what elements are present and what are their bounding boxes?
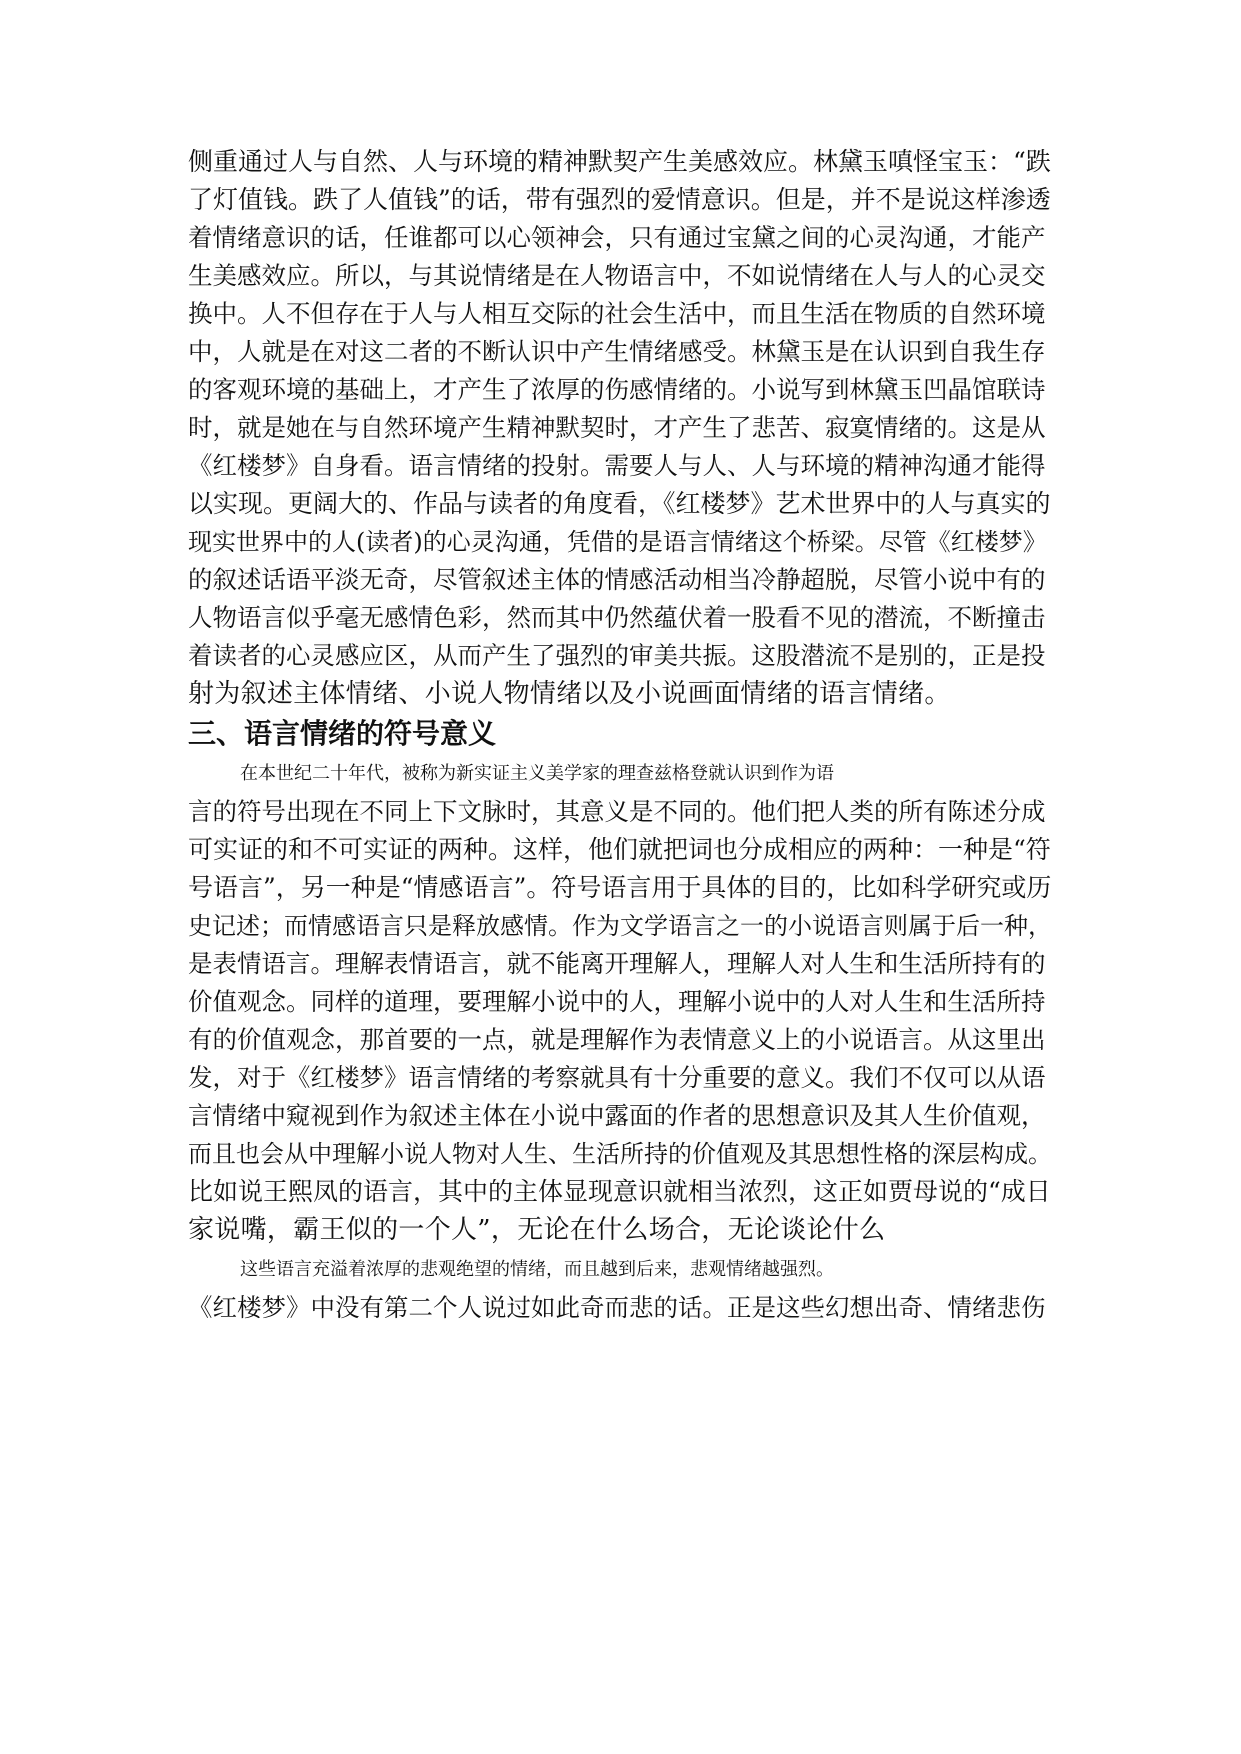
paragraph-2-line: 号语言”，另一种是“情感语言”。符号语言用于具体的目的，比如科学研究或历 [188,873,1052,902]
paragraph-2-line: 在本世纪二十年代，被称为新实证主义美学家的理查兹格登就认识到作为语 [240,763,834,784]
paragraph-2-line: 而且也会从中理解小说人物对人生、生活所持的价值观及其思想性格的深层构成。 [188,1140,1052,1168]
paragraph-1-line: 射为叙述主体情绪、小说人物情绪以及小说画面情绪的语言情绪。 [188,679,951,709]
paragraph-2-line: 言的符号出现在不同上下文脉时，其意义是不同的。他们把人类的所有陈述分成 [188,797,1046,826]
paragraph-2-line: 可实证的和不可实证的两种。这样，他们就把词也分成相应的两种：一种是“符 [188,835,1051,864]
paragraph-3-line: 这些语言充溢着浓厚的悲观绝望的情绪，而且越到后来，悲观情绪越强烈。 [240,1259,834,1280]
paragraph-1-line: 了灯值钱。跌了人值钱”的话，带有强烈的爱情意识。但是，并不是说这样渗透 [188,185,1051,214]
paragraph-1-line: 生美感效应。所以，与其说情绪是在人物语言中，不如说情绪在人与人的心灵交 [188,261,1046,290]
paragraph-2-line: 发，对于《红楼梦》语言情绪的考察就具有十分重要的意义。我们不仅可以从语 [188,1063,1046,1092]
section-heading: 三、语言情绪的符号意义 [188,717,497,750]
paragraph-1-line: 侧重通过人与自然、人与环境的精神默契产生美感效应。林黛玉嗔怪宝玉：“跌 [188,147,1051,176]
paragraph-1-line: 现实世界中的人(读者)的心灵沟通，凭借的是语言情绪这个桥梁。尽管《红楼梦》 [188,528,1047,556]
paragraph-2-line: 有的价值观念，那首要的一点，就是理解作为表情意义上的小说语言。从这里出 [188,1025,1046,1054]
paragraph-1-line: 的叙述话语平淡无奇，尽管叙述主体的情感活动相当冷静超脱，尽管小说中有的 [188,565,1046,594]
paragraph-1-line: 中，人就是在对这二者的不断认识中产生情绪感受。林黛玉是在认识到自我生存 [188,337,1046,366]
paragraph-1-line: 换中。人不但存在于人与人相互交际的社会生活中，而且生活在物质的自然环境 [188,299,1046,328]
paragraph-1-line: 着读者的心灵感应区，从而产生了强烈的审美共振。这股潜流不是别的，正是投 [188,641,1046,670]
paragraph-3-line: 《红楼梦》中没有第二个人说过如此奇而悲的话。正是这些幻想出奇、情绪悲伤 [188,1293,1046,1322]
paragraph-2-line: 史记述；而情感语言只是释放感情。作为文学语言之一的小说语言则属于后一种， [188,912,1052,940]
paragraph-1-line: 时，就是她在与自然环境产生精神默契时，才产生了悲苦、寂寞情绪的。这是从 [188,413,1046,442]
paragraph-1-line: 《红楼梦》自身看。语言情绪的投射。需要人与人、人与环境的精神沟通才能得 [188,451,1046,480]
paragraph-1-line: 以实现。更阔大的、作品与读者的角度看，《红楼梦》艺术世界中的人与真实的 [188,489,1051,518]
paragraph-2-line: 言情绪中窥视到作为叙述主体在小说中露面的作者的思想意识及其人生价值观， [188,1101,1046,1130]
paragraph-2-line: 家说嘴，霸王似的一个人”，无论在什么场合，无论谈论什么 [188,1215,886,1245]
paragraph-2-line: 比如说王熙凤的语言，其中的主体显现意识就相当浓烈，这正如贾母说的“成日 [188,1177,1051,1206]
paragraph-2-line: 价值观念。同样的道理，要理解小说中的人，理解小说中的人对人生和生活所持 [188,987,1046,1016]
paragraph-1-line: 人物语言似乎毫无感情色彩，然而其中仍然蕴伏着一股看不见的潜流，不断撞击 [188,603,1046,632]
paragraph-1-line: 的客观环境的基础上，才产生了浓厚的伤感情绪的。小说写到林黛玉凹晶馆联诗 [188,375,1046,404]
paragraph-2-line: 是表情语言。理解表情语言，就不能离开理解人，理解人对人生和生活所持有的 [188,949,1046,978]
paragraph-1-line: 着情绪意识的话，任谁都可以心领神会，只有通过宝黛之间的心灵沟通，才能产 [188,223,1046,252]
